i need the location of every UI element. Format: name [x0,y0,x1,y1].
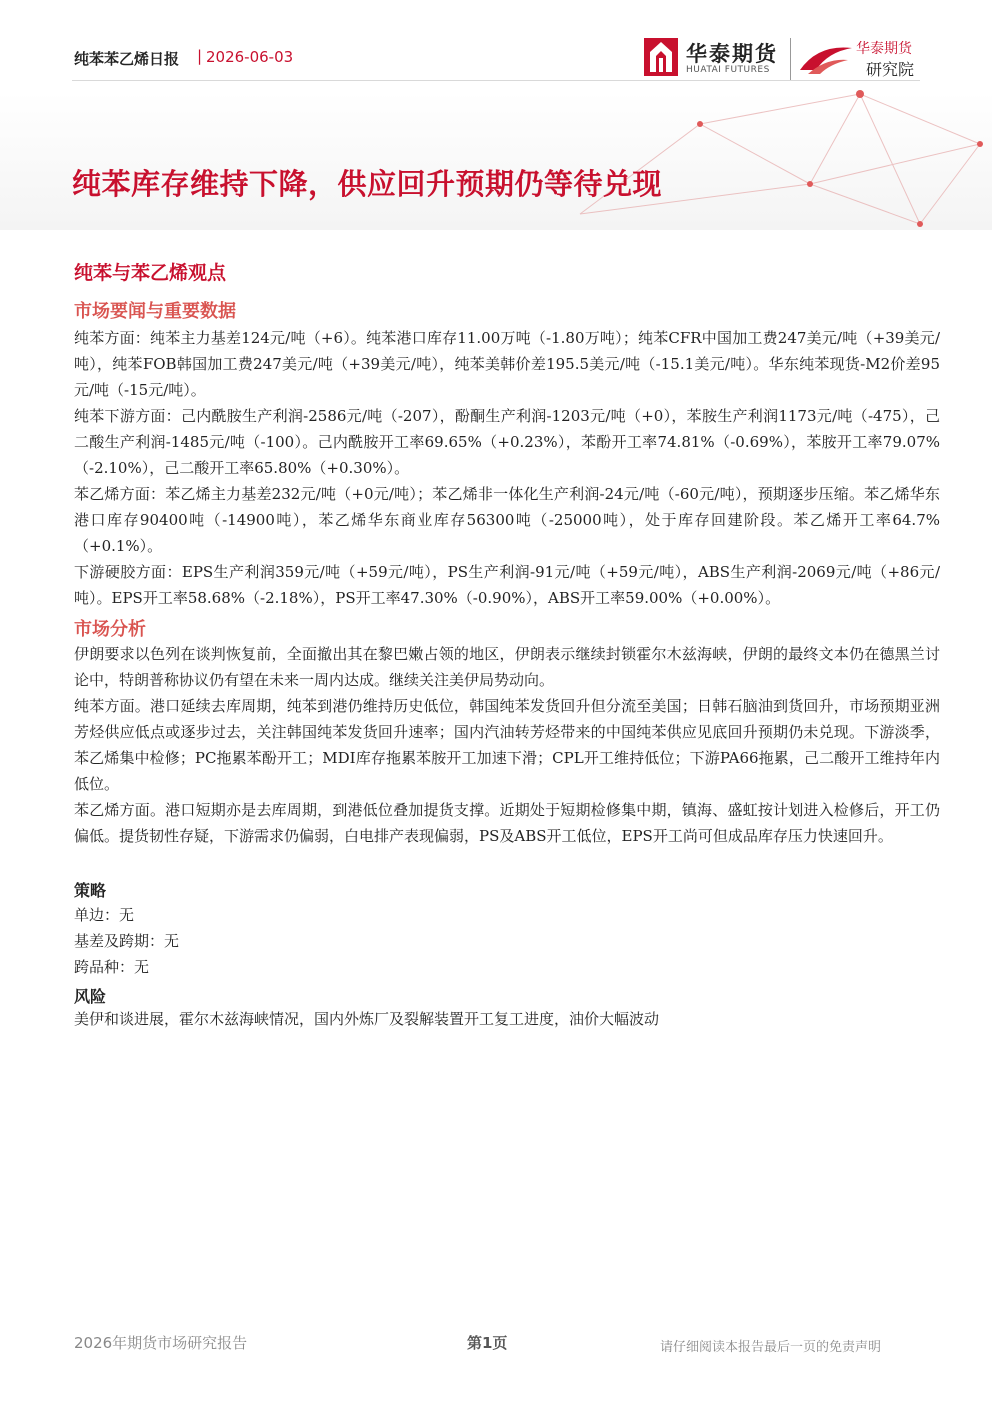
header-separator: | [197,47,203,65]
huatai-logo-icon [644,38,678,76]
header-divider [72,80,920,81]
logo-en-text: HUATAI FUTURES [686,65,770,75]
analysis-paragraph-geopolitics: 伊朗要求以色列在谈判恢复前，全面撤出其在黎巴嫩占领的地区，伊朗表示继续封锁霍尔木兹海峡，伊朗的最终文本仍在德黑兰讨论中，特朗普称协议仍有望在未来一周内达成。继续关注美伊局势动向。 [74,645,940,689]
footer-disclaimer-note: 请仔细阅读本报告最后一页的免责声明 [660,1340,882,1355]
risk-title: 风险 [74,987,107,1006]
company-logo [644,38,944,82]
news-paragraph-benzene-downstream: 纯苯下游方面：己内酰胺生产利润-2586元/吨（-207），酚酮生产利润-1203元/吨（+0），苯胺生产利润1173元/吨（-475），己二酸生产利润-1485元/吨（-100）。己内酰胺开工率69.65%（+0.23%），苯酚开工率74.81%（-0.69%），苯胺开工率79.07%（-2.10%），己二酸开工率65.80%（+0.30%）。 [74,407,940,477]
analysis-paragraph-benzene: 纯苯方面。港口延续去库周期，纯苯到港仍维持历史低位，韩国纯苯发货回升但分流至美国；日韩石脑油到货回升，市场预期亚洲芳烃供应低点或逐步过去，关注韩国纯苯发货回升速率；国内汽油转芳烃带来的中国纯苯供应见底回升预期仍未兑现。下游淡季，苯乙烯集中检修；PC拖累苯酚开工；MDI库存拖累苯胺开工加速下滑；CPL开工维持低位；下游PA66拖累，己二酸开工维持年内低位。 [74,697,940,793]
strategy-item-single: 单边：无 [74,906,135,924]
market-analysis-title: 市场分析 [74,619,146,640]
strategy-title: 策略 [74,881,107,900]
market-news-title: 市场要闻与重要数据 [74,301,236,322]
page-title: 纯苯库存维持下降，供应回升预期仍等待兑现 [72,167,663,201]
report-name: 纯苯苯乙烯日报 [74,50,180,68]
strategy-item-cross: 跨品种：无 [74,958,150,976]
strategy-item-basis: 基差及跨期：无 [74,932,180,950]
risk-text: 美伊和谈进展，霍尔木兹海峡情况，国内外炼厂及裂解装置开工复工进度，油价大幅波动 [74,1010,660,1028]
logo-cn-text: 华泰期货 [686,42,778,66]
news-paragraph-downstream-plastics: 下游硬胶方面：EPS生产利润359元/吨（+59元/吨），PS生产利润-91元/吨（+59元/吨），ABS生产利润-2069元/吨（+86元/吨）。EPS开工率58.68%（-2.18%），PS开工率47.30%（-0.90%），ABS开工率59.00%（+0.00%）。 [74,563,940,607]
footer-page-number: 第1页 [467,1334,508,1352]
news-paragraph-benzene: 纯苯方面：纯苯主力基差124元/吨（+6）。纯苯港口库存11.00万吨（-1.80万吨）；纯苯CFR中国加工费247美元/吨（+39美元/吨），纯苯FOB韩国加工费247美元/吨（+39美元/吨），纯苯美韩价差195.5美元/吨（-15.1美元/吨）。华东纯苯现货-M2价差95元/吨（-15元/吨）。 [74,329,940,399]
decorative-network-graphic [560,84,992,230]
page-header [0,0,992,230]
footer-report-label: 2026年期货市场研究报告 [74,1334,248,1352]
analysis-paragraph-styrene: 苯乙烯方面。港口短期亦是去库周期，到港低位叠加提货支撑。近期处于短期检修集中期，镇海、盛虹按计划进入检修后，开工仍偏低。提货韧性存疑，下游需求仍偏弱，白电排产表现偏弱，PS及ABS开工低位，EPS开工尚可但成品库存压力快速回升。 [74,801,940,845]
institute-logo-icon [798,40,854,78]
logo-divider [790,38,791,80]
institute-name-line1: 华泰期货 [856,41,912,57]
news-paragraph-styrene: 苯乙烯方面：苯乙烯主力基差232元/吨（+0元/吨）；苯乙烯非一体化生产利润-24元/吨（-60元/吨），预期逐步压缩。苯乙烯华东港口库存90400吨（-14900吨），苯乙烯华东商业库存56300吨（-25000吨），处于库存回建阶段。苯乙烯开工率64.7%（+0.1%）。 [74,485,940,555]
section-title: 纯苯与苯乙烯观点 [74,262,227,284]
report-date: 2026-06-03 [206,48,294,66]
institute-name-line2: 研究院 [866,60,915,79]
